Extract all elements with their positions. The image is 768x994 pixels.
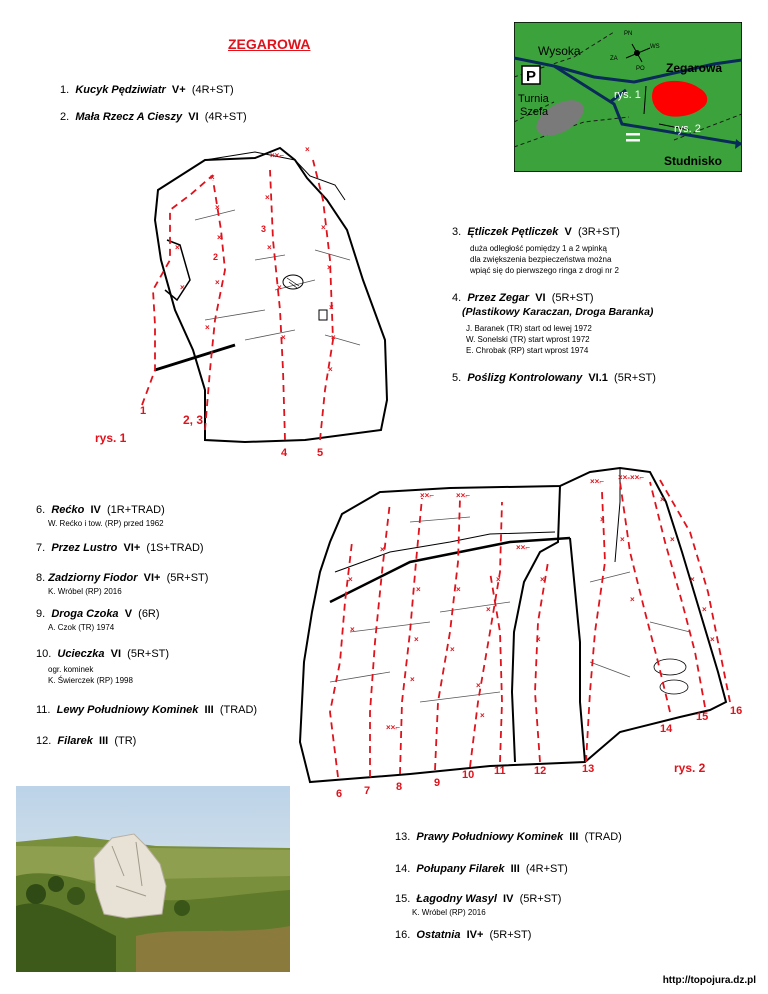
svg-text:××⌐: ××⌐ [590, 477, 605, 486]
route-11: 11. Lewy Południowy Kominek III (TRAD) [36, 704, 258, 716]
map-label-rys1: rys. 1 [614, 89, 641, 101]
svg-text:×: × [350, 625, 355, 634]
topo1-number: 2, 3 [183, 413, 204, 427]
map-label-zegarowa: Zegarowa [666, 61, 723, 75]
map-label-studnisko: Studnisko [664, 154, 723, 168]
svg-text:×: × [210, 173, 215, 182]
svg-text:×: × [321, 223, 326, 232]
svg-text:×: × [265, 193, 270, 202]
svg-text:××⌐: ××⌐ [420, 491, 435, 500]
route-9: 9. Droga Czoka V (6R) [36, 608, 160, 620]
svg-text:×: × [416, 585, 421, 594]
topo2-number: 8 [396, 781, 403, 793]
svg-text:×: × [175, 243, 180, 252]
svg-text:×: × [480, 711, 485, 720]
svg-text:×: × [456, 585, 461, 594]
svg-text:PO: PO [636, 66, 645, 72]
svg-text:×: × [329, 303, 334, 312]
route-9-notes: A. Czok (TR) 1974 [48, 623, 115, 632]
svg-text:3: 3 [261, 224, 267, 234]
svg-text:×: × [327, 263, 332, 272]
crag-photo [16, 786, 290, 972]
route-15: 15. Łagodny Wasyl IV (5R+ST) [395, 893, 562, 905]
svg-text:×: × [215, 278, 220, 287]
svg-text:×: × [205, 323, 210, 332]
svg-text:××-××⌐: ××-××⌐ [618, 473, 645, 482]
svg-text:PN: PN [624, 31, 633, 37]
parking-icon: P [525, 68, 537, 85]
topo1-number: 1 [140, 405, 147, 417]
route-13: 13. Prawy Południowy Kominek III (TRAD) [395, 831, 622, 843]
svg-text:ZA: ZA [610, 56, 618, 62]
map-label-turnia-2: Szefa [520, 106, 549, 118]
svg-text:×: × [410, 675, 415, 684]
svg-text:×: × [660, 495, 665, 504]
route-14: 14. Połupany Filarek III (4R+ST) [395, 863, 568, 875]
map-label-rys2: rys. 2 [674, 123, 701, 135]
topo2-number: 12 [534, 765, 547, 777]
route-10-notes: ogr. kominek K. Świerczek (RP) 1998 [48, 665, 133, 685]
svg-text:×: × [331, 333, 336, 342]
svg-text:×: × [486, 605, 491, 614]
route-7: 7. Przez Lustro VI+ (1S+TRAD) [36, 542, 204, 554]
svg-text:××⌐: ××⌐ [386, 723, 401, 732]
topo-figure-2 [290, 462, 756, 802]
route-1: 1. Kucyk Pędziwiatr V+ (4R+ST) [60, 84, 234, 96]
svg-text:×: × [380, 545, 385, 554]
svg-text:×: × [414, 635, 419, 644]
topo1-number: 4 [281, 447, 288, 459]
route-6-notes: W. Rećko i tow. (RP) przed 1962 [48, 519, 164, 528]
route-4: 4. Przez Zegar VI (5R+ST) [452, 292, 594, 304]
svg-text:×: × [630, 595, 635, 604]
svg-text:×: × [600, 515, 605, 524]
topo1-label: rys. 1 [95, 431, 127, 445]
map-label-wysoka: Wysoka [538, 44, 581, 58]
route-8-notes: K. Wróbel (RP) 2016 [48, 587, 122, 596]
svg-text:2: 2 [213, 252, 219, 262]
route-10: 10. Ucieczka VI (5R+ST) [36, 648, 170, 660]
route-8: 8. Zadziorny Fiodor VI+ (5R+ST) [36, 572, 209, 584]
location-map [514, 22, 742, 172]
topo2-number: 15 [696, 711, 709, 723]
svg-text:×: × [180, 283, 185, 292]
svg-text:×: × [450, 645, 455, 654]
route-5: 5. Poślizg Kontrolowany VI.1 (5R+ST) [452, 372, 656, 384]
topo2-number: 7 [364, 785, 371, 797]
svg-text:×: × [536, 635, 541, 644]
svg-text:×: × [277, 283, 282, 292]
svg-text:××⌐: ××⌐ [456, 491, 471, 500]
route-15-notes: K. Wróbel (RP) 2016 [412, 908, 486, 917]
topo2-number: 6 [336, 788, 343, 800]
svg-text:××⌐: ××⌐ [270, 151, 285, 160]
map-label-turnia-1: Turnia [518, 93, 549, 105]
svg-text:×: × [267, 243, 272, 252]
svg-text:×: × [496, 575, 501, 584]
route-3-notes: duża odległość pomiędzy 1 a 2 wpinką dla zwiększenia bezpieczeństwa można wpiąć się do pierwszego ringa z drogi nr 2 [470, 244, 619, 275]
svg-text:×: × [281, 333, 286, 342]
svg-text:×: × [348, 575, 353, 584]
topo2-number: 9 [434, 777, 441, 789]
svg-text:×: × [620, 535, 625, 544]
svg-text:×: × [217, 233, 222, 242]
svg-text:×: × [540, 575, 545, 584]
svg-text:×: × [670, 535, 675, 544]
route-2: 2. Mała Rzecz A Cieszy VI (4R+ST) [60, 111, 247, 123]
svg-text:×: × [476, 681, 481, 690]
svg-text:×: × [690, 575, 695, 584]
svg-text:×: × [215, 203, 220, 212]
topo1-number: 5 [317, 447, 324, 459]
topo2-label: rys. 2 [674, 761, 706, 775]
route-4-notes: J. Baranek (TR) start od lewej 1972 W. Sonelski (TR) start wprost 1972 E. Chrobak (RP) start wprost 1974 [466, 324, 592, 355]
route-6: 6. Rećko IV (1R+TRAD) [36, 504, 165, 516]
svg-text:×: × [305, 145, 310, 154]
svg-text:×: × [328, 365, 333, 374]
page-title: ZEGAROWA [228, 36, 311, 52]
topo2-number: 10 [462, 769, 475, 781]
topo2-number: 11 [494, 765, 506, 777]
route-4-subtitle: (Plastikowy Karaczan, Droga Baranka) [462, 306, 654, 318]
route-16: 16. Ostatnia IV+ (5R+ST) [395, 929, 532, 941]
topo-figure-1 [95, 140, 425, 465]
route-12: 12. Filarek III (TR) [36, 735, 137, 747]
svg-text:×: × [710, 635, 715, 644]
route-3: 3. Ętliczek Pętliczek V (3R+ST) [452, 226, 620, 238]
source-url: http://topojura.dz.pl [662, 975, 756, 986]
svg-text:×: × [702, 605, 707, 614]
topo2-number: 16 [730, 705, 743, 717]
svg-text:××⌐: ××⌐ [516, 543, 531, 552]
topo2-number: 14 [660, 723, 673, 735]
topo2-number: 13 [582, 763, 595, 775]
svg-text:WS: WS [650, 44, 660, 50]
